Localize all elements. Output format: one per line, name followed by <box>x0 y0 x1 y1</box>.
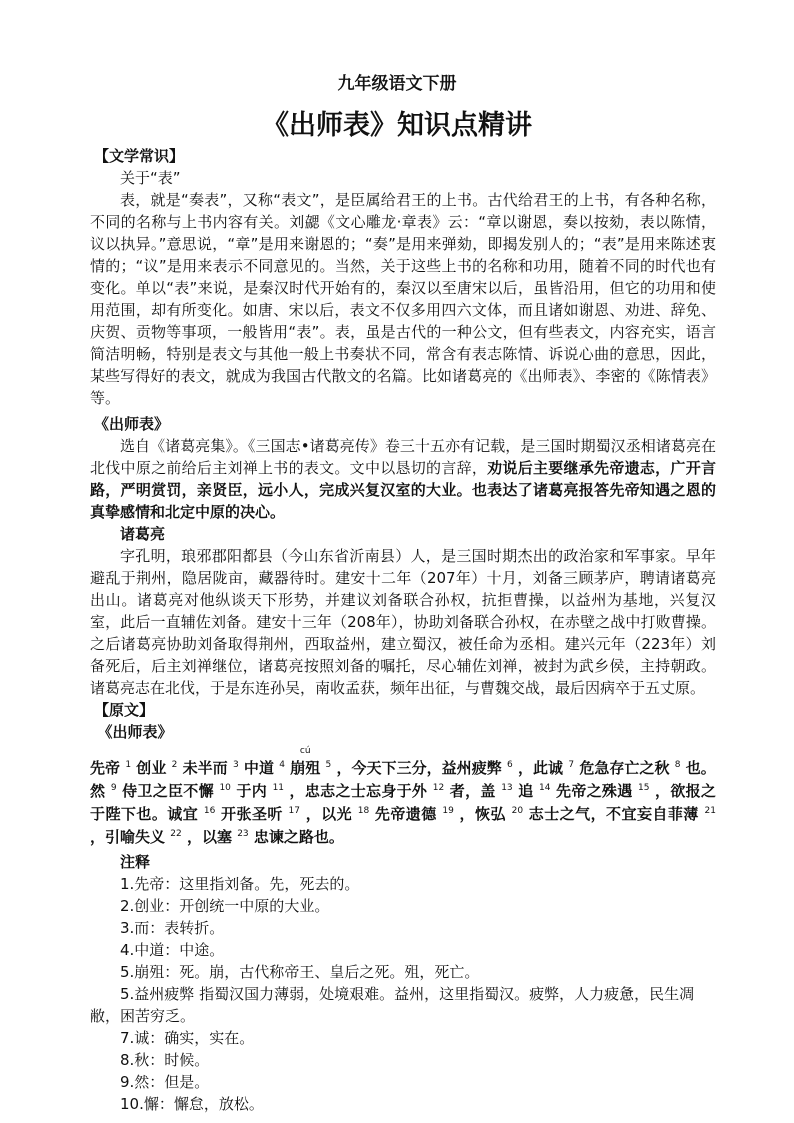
original-segment: 忠谏之路也。 <box>253 828 344 846</box>
pinyin-annotation: cú <box>299 746 311 756</box>
zhuge-heading: 诸葛亮 <box>120 525 166 543</box>
original-segment: 崩殂 <box>290 759 321 777</box>
original-segment: ，以光 <box>305 805 353 823</box>
footnote-marker: 23 <box>237 829 249 839</box>
original-segment: 危急存亡之秋 <box>579 759 670 777</box>
original-segment: ，此诚 <box>518 759 564 777</box>
note-item: 10.懈：懈怠，放松。 <box>120 1095 264 1113</box>
original-segment: 侍卫之臣不懈 <box>122 782 214 800</box>
footnote-marker: 9 <box>110 783 117 793</box>
ruby-word <box>290 746 321 780</box>
zhuge-paragraph: 字孔明，琅邪郡阳都县（今山东省沂南县）人，是三国时期杰出的政治家和军事家。早年避乱于荆州，隐居陇亩，藏器待时。建安十二年（207年）十月，刘备三顾茅庐，聘请诸葛亮出山。诸葛亮对他纵谈天下形势，并建议刘备联合孙权，抗拒曹操，以益州为基地，兴复汉室，此后一直辅佐刘备。建安十三年（208年），协助刘备联合孙权，在赤壁之战中打败曹操。之后诸葛亮协助刘备取得荆州，西取益州，建立蜀汉，被任命为丞相。建兴元年（223年）刘备死后，后主刘禅继位，诸葛亮按照刘备的嘱托，尽心辅佐刘禅，被封为武乡侯，主持朝政。诸葛亮志在北伐，于是东连孙吴，南收孟获，频年出征，与曹魏交战，最后因病卒于五丈原。 <box>90 547 716 697</box>
footnote-marker: 8 <box>674 760 681 770</box>
original-heading: 【原文】 <box>94 701 155 719</box>
footnote-marker: 21 <box>704 806 716 816</box>
original-segment: ，以塞 <box>186 828 232 846</box>
original-segment: 创业 <box>136 759 167 777</box>
original-segment: ，欲报之于陛下也。诚宜 <box>90 782 716 823</box>
grade-title: 九年级语文下册 <box>337 74 457 94</box>
footnote-marker: 4 <box>279 760 285 770</box>
original-text <box>90 746 716 849</box>
original-segment: 于内 <box>236 782 268 800</box>
literary-paragraph: 表，就是“奏表”，又称“表文”，是臣属给君王的上书。古代给君王的上书，有各种名称，不同的名称与上书内容有关。刘勰《文心雕龙·章表》云：“章以谢恩，奏以按劾，表以陈情，议以执异。”意思说，“章”是用来谢恩的；“奏”是用来弹劾，即揭发别人的；“表”是用来陈述衷情的；“议”是用来表示不同意见的。当然，关于这些上书的名称和功用，随着不同的时代也有变化。单以“表”来说，是秦汉时代开始有的，秦汉以至唐宋以后，虽皆沿用，但它的功用和使用范围，却有所变化。如唐、宋以后，表文不仅多用四六文体，而且诸如谢恩、劝进、辞免、庆贺、贡物等事项，一般皆用“表”。表，虽是古代的一种公文，但有些表文，内容充实，语言简洁明畅，特别是表文与其他一般上书奏状不同，常含有表志陈情、诉说心曲的意思，因此，某些写得好的表文，就成为我国古代散文的名篇。比如诸葛亮的《出师表》、李密的《陈情表》等。 <box>90 191 716 407</box>
lesson-title: 《出师表》知识点精讲 <box>262 110 532 141</box>
literary-heading: 【文学常识】 <box>94 147 185 165</box>
footnote-marker: 18 <box>357 806 370 816</box>
footnote-marker: 5 <box>325 760 332 770</box>
footnote-marker: 13 <box>501 783 513 793</box>
footnote-marker: 2 <box>171 760 178 770</box>
notes-heading: 注释 <box>120 853 151 871</box>
footnote-marker: 1 <box>125 760 132 770</box>
note-item: 7.诚：确实，实在。 <box>120 1029 255 1047</box>
footnote-marker: 16 <box>203 806 216 816</box>
footnote-marker: 11 <box>272 783 285 793</box>
chushi-heading: 《出师表》 <box>94 415 170 433</box>
footnote-marker: 20 <box>511 806 524 816</box>
document-body <box>90 145 716 1115</box>
note-item: 2.创业：开创统一中原的大业。 <box>120 897 330 915</box>
original-segment: 志士之气，不宜妄自菲薄 <box>528 805 699 823</box>
original-segment: 先帝 <box>90 759 121 777</box>
chushi-bold-text: 劝说后主要继承先帝遗志，广开言路，严明赏罚，亲贤臣，远小人，完成兴复汉室的大业。也表达了诸葛亮报答先帝知遇之恩的真挚感情和北定中原的决心。 <box>90 459 716 521</box>
note-item: 8.秋：时候。 <box>120 1051 210 1069</box>
original-segment: ，忠志之士忘身于外 <box>289 782 428 800</box>
footnote-marker: 15 <box>638 783 650 793</box>
original-segment: 未半而 <box>182 759 228 777</box>
original-segment: ，恢弘 <box>459 805 506 823</box>
original-segment: ，今天下三分，益州疲弊 <box>336 759 502 777</box>
chushi-text: 选自《诸葛亮集》。《三国志•诸葛亮传》卷三十五亦有记载，是三国时期蜀汉丞相诸葛亮在北伐中原之前给后主刘禅上书的表文。文中以恳切的言辞， <box>90 437 716 477</box>
original-subheading: 《出师表》 <box>97 723 173 741</box>
note-item: 9.然：但是。 <box>120 1073 210 1091</box>
original-segment: 也。然 <box>90 759 716 800</box>
footnote-marker: 14 <box>539 783 551 793</box>
chushi-paragraph <box>90 435 716 523</box>
footnote-marker: 10 <box>219 783 231 793</box>
original-segment: 开张圣听 <box>221 805 283 823</box>
note-item: 5.益州疲弊 指蜀汉国力薄弱，处境艰难。益州，这里指蜀汉。疲弊，人力疲惫，民生凋敝，困苦穷乏。 <box>90 985 695 1025</box>
original-segment: 先帝遗德 <box>374 805 437 823</box>
note-item: 4.中道：中途。 <box>120 941 225 959</box>
original-segment: 追 <box>518 782 534 800</box>
footnote-marker: 22 <box>170 829 182 839</box>
footnote-marker: 7 <box>568 760 575 770</box>
note-item: 1.先帝：这里指刘备。先，死去的。 <box>120 875 360 893</box>
note-item: 3.而：表转折。 <box>120 919 225 937</box>
original-segment: 中道 <box>243 759 274 777</box>
footnote-marker: 19 <box>442 806 454 816</box>
original-segment: 先帝之殊遇 <box>556 782 633 800</box>
notes-list <box>90 873 716 1115</box>
footnote-marker: 17 <box>288 806 300 816</box>
literary-subheading: 关于“表” <box>120 169 181 187</box>
note-item: 5.崩殂：死。崩，古代称帝王、皇后之死。殂，死亡。 <box>120 963 480 981</box>
footnote-marker: 3 <box>232 760 239 770</box>
original-segment: 者，盖 <box>449 782 496 800</box>
original-segment: ，引喻失义 <box>90 828 166 846</box>
footnote-marker: 6 <box>507 760 513 770</box>
footnote-marker: 12 <box>432 783 445 793</box>
